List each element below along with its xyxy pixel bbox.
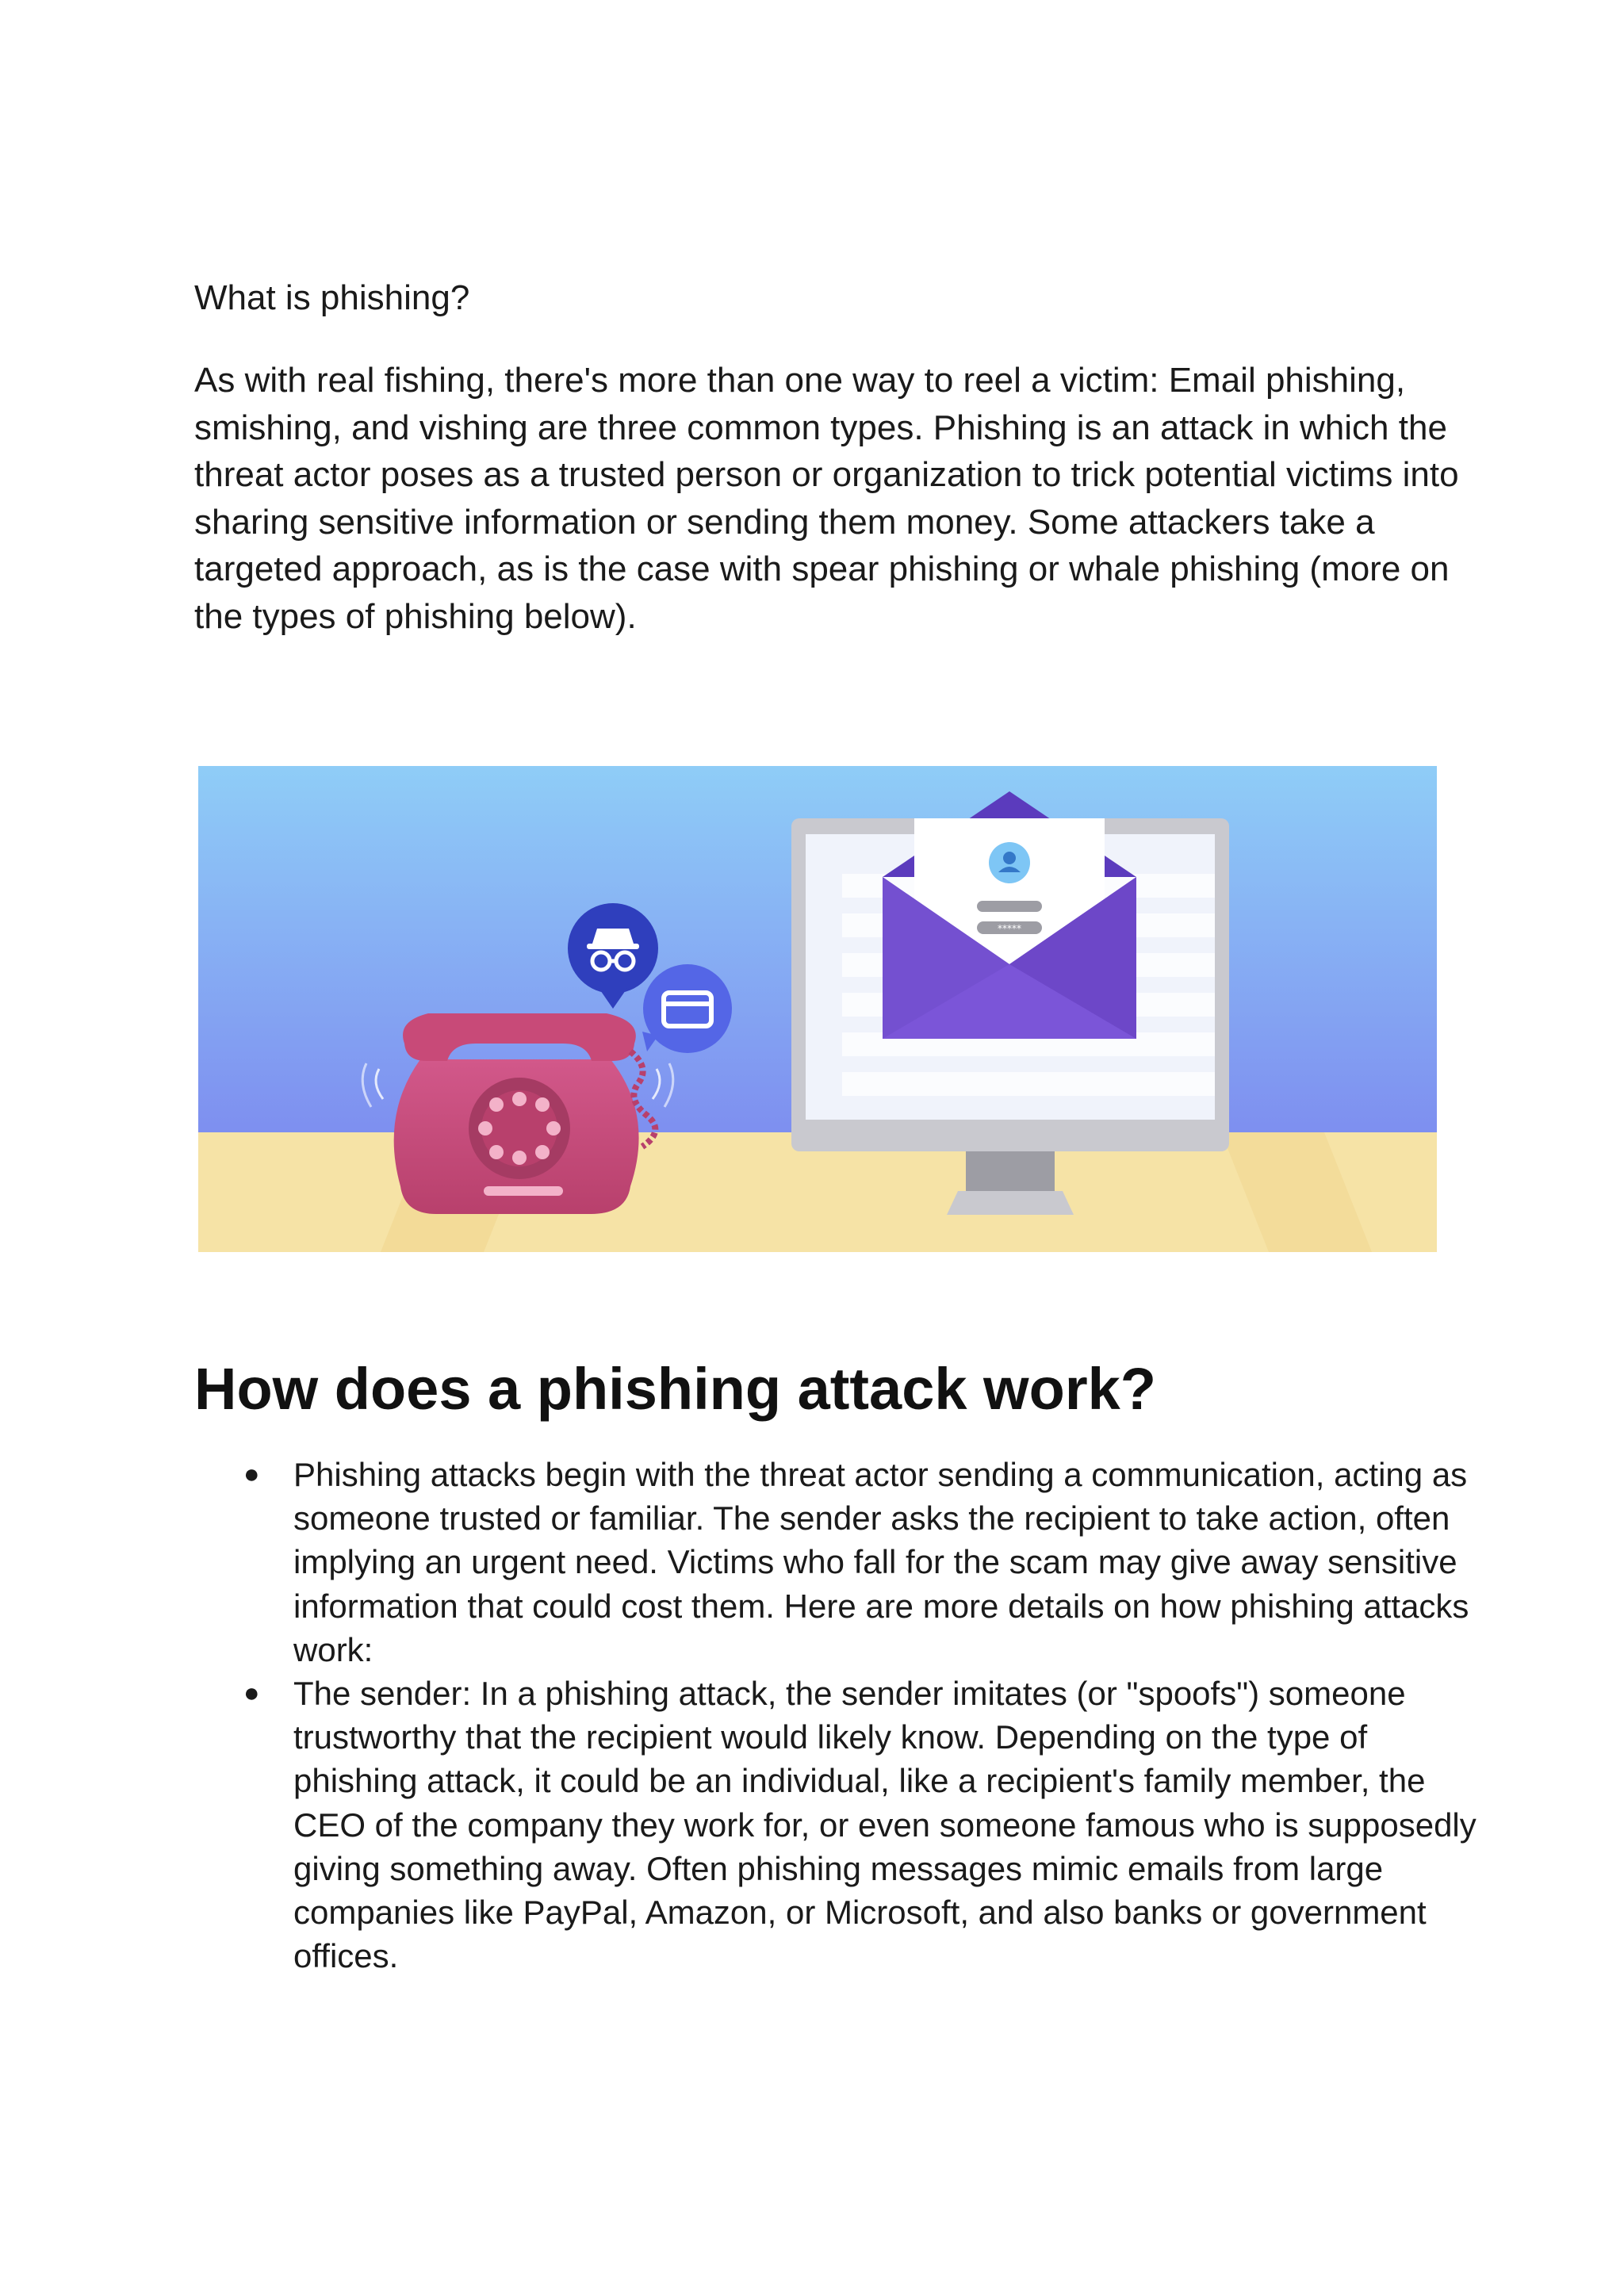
bullet-list: [194, 1453, 1479, 1978]
section-subtitle: What is phishing?: [194, 278, 470, 317]
bullet-symbol: ●: [243, 1678, 260, 1709]
list-item: [194, 1453, 1479, 1672]
bullet-symbol: ●: [243, 1459, 260, 1489]
section-heading: How does a phishing attack work?: [194, 1356, 1156, 1422]
list-item: [194, 1672, 1479, 1978]
phishing-illustration: [198, 766, 1437, 1252]
envelope-icon: [883, 791, 1136, 1039]
svg-text:*****: *****: [998, 923, 1021, 934]
list-item-text: The sender: In a phishing attack, the sender imitates (or "spoofs") someone trustworthy that the recipient would likely know. Depending on the type of phishing attack, it could be an individual, like a recipient's family member, the CEO of the company they work for, or even someone famous who is supposedly giving something away. Often phishing messages mimic emails from large companies like PayPal, Amazon, or Microsoft, and also banks or government offices.: [293, 1675, 1477, 1975]
intro-paragraph: As with real fishing, there's more than one way to reel a victim: Email phishing, smishing, and vishing are three common types. Phishing is an attack in which the threat actor poses as a trusted person or organization to trick potential victims into sharing sensitive information or sending them money. Some attackers take a targeted approach, as is the case with spear phishing or whale phishing (more on the types of phishing below).: [194, 361, 1459, 636]
list-item-text: Phishing attacks begin with the threat actor sending a communication, acting as someone trusted or familiar. The sender asks the recipient to take action, often implying an urgent need. Victims who fall for the scam may give away sensitive information that could cost them. Here are more details on how phishing attacks work:: [293, 1456, 1469, 1668]
telephone-icon: [362, 1013, 673, 1214]
